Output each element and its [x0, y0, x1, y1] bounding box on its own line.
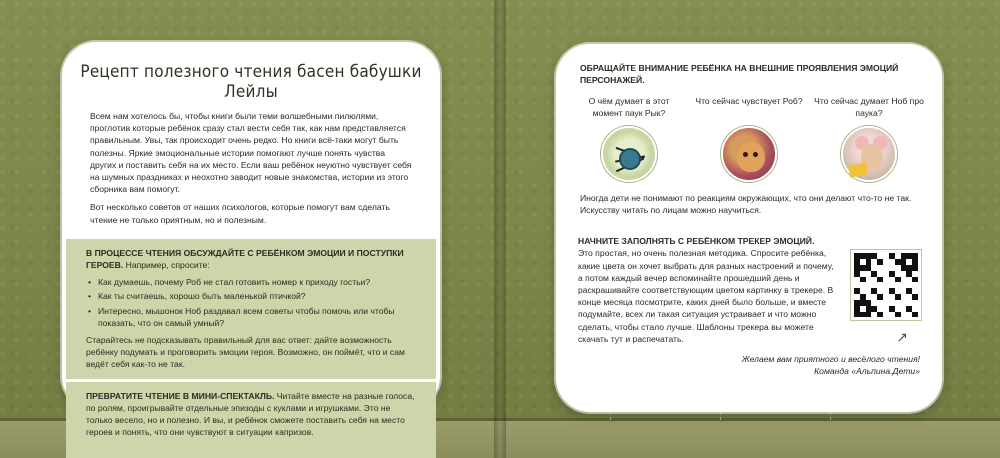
tip-heading: НАЧНИТЕ ЗАПОЛНЯТЬ С РЕБЁНКОМ ТРЕКЕР ЭМОЦИЙ.: [578, 236, 815, 247]
closing-wish: [560, 349, 938, 377]
tip-heading: В ПРОЦЕССЕ ЧТЕНИЯ ОБСУЖДАЙТЕ С РЕБЁНКОМ ЭМОЦИИ И ПОСТУПКИ ГЕРОЕВ.: [86, 247, 404, 271]
question-text: Что сейчас чувствует Роб?: [695, 96, 803, 106]
question-text: О чём думает в этот момент паук Рык?: [588, 96, 670, 118]
rob-portrait: [721, 126, 777, 182]
tip-heading: ПРЕВРАТИТЕ ЧТЕНИЕ В МИНИ-СПЕКТАКЛЬ.: [86, 390, 275, 401]
spider-portrait: [601, 126, 657, 182]
tip-facial-expressions: [560, 48, 938, 90]
tip-note: Старайтесь не подсказывать правильный для вас ответ: дайте возможность ребёнку подумать и проговорить эмоции героя. Возможно, он поймёт, что и сам ведёт себя как-то не так.: [86, 335, 405, 370]
question-text: Что сейчас думает Ноб про паука?: [814, 96, 924, 118]
tip-discuss-emotions: [66, 236, 436, 379]
list-item: • Интересно, мышонок Ноб раздавал всем советы чтобы помочь или чтобы показать, что он самый умный?: [88, 305, 418, 329]
tip-emotion-tracker: [560, 224, 938, 349]
list-item: • Как думаешь, почему Роб не стал готовить номер к приходу гостьи?: [88, 276, 418, 288]
wish-line-1: Желаем вам приятного и весёлого чтения!: [741, 354, 920, 365]
arrow-doodle-icon: ↗: [896, 329, 908, 345]
page-gutter: [494, 0, 506, 458]
left-panel: [62, 42, 440, 438]
tip-text: Это простая, но очень полезная методика. Спросите ребёнка, какие цвета он хочет выбрать для разных настроений и почему, а потом каждый вечер вспоминайте прошедший день и раскрашивайте соответствующим цветом картинку в трекере. В конце месяца посмотрите, каких дней было больше, и вместе подумайте, всех ли такая ситуация устраивает и что можно сделать, чтобы стало лучше. Шаблоны трекера вы можете скачать тут и распечатать.: [578, 248, 834, 344]
tip-mini-play: [66, 379, 436, 458]
tip-note: Иногда дети не понимают по реакциям окружающих, что они делают что-то не так. Искусству читать по лицам можно научиться.: [580, 193, 912, 216]
question-spider: [574, 96, 684, 182]
page-title: Рецепт полезного чтения басен бабушки Лейлы: [80, 62, 422, 102]
intro-paragraph-2: Вот несколько советов от наших психологов, которые помогут вам сделать чтение не только приятным, но и полезным.: [90, 202, 390, 225]
right-panel: [556, 44, 942, 412]
tip-text: Читайте вместе на разные голоса, по ролям, проигрывайте отдельные эпизоды с куклами и игрушками. Это не только весело, но и полезно. И вы, и ребёнок сможете поставить себя на место героев и понять, что они чувствуют в ситуации капризов.: [86, 390, 415, 438]
intro-paragraph-1: Всем нам хотелось бы, чтобы книги были теми волшебными пилюлями, проглотив которые ребёнок сразу стал вести себя так, как нам представляется правильным. Увы, так происходит очень редко. Но книги всё-таки могут быть полезны. Яркие эмоциональные истории помогают лучше понять чувства других и поставить себя на их место. Если ваш ребёнок неуютно чувствует себя на шумных праздниках и неохотно заводит новые знакомства, истории из этого сборника вам помогут.: [90, 111, 412, 195]
tip-heading: ОБРАЩАЙТЕ ВНИМАНИЕ РЕБЁНКА НА ВНЕШНИЕ ПРОЯВЛЕНИЯ ЭМОЦИЙ ПЕРСОНАЖЕЙ.: [580, 63, 899, 85]
tip-lead: Например, спросите:: [123, 260, 210, 271]
question-nob: [814, 96, 924, 182]
list-item: • Как ты считаешь, хорошо быть маленькой птичкой?: [88, 290, 418, 302]
qr-code[interactable]: [850, 249, 922, 321]
nob-portrait: [841, 126, 897, 182]
question-rob: [694, 96, 804, 182]
questions-row: [560, 90, 938, 182]
tip-note-block: [560, 182, 938, 224]
intro: [66, 110, 436, 226]
wish-line-2: Команда «Альпина.Дети»: [814, 366, 920, 377]
question-list: [88, 276, 418, 329]
